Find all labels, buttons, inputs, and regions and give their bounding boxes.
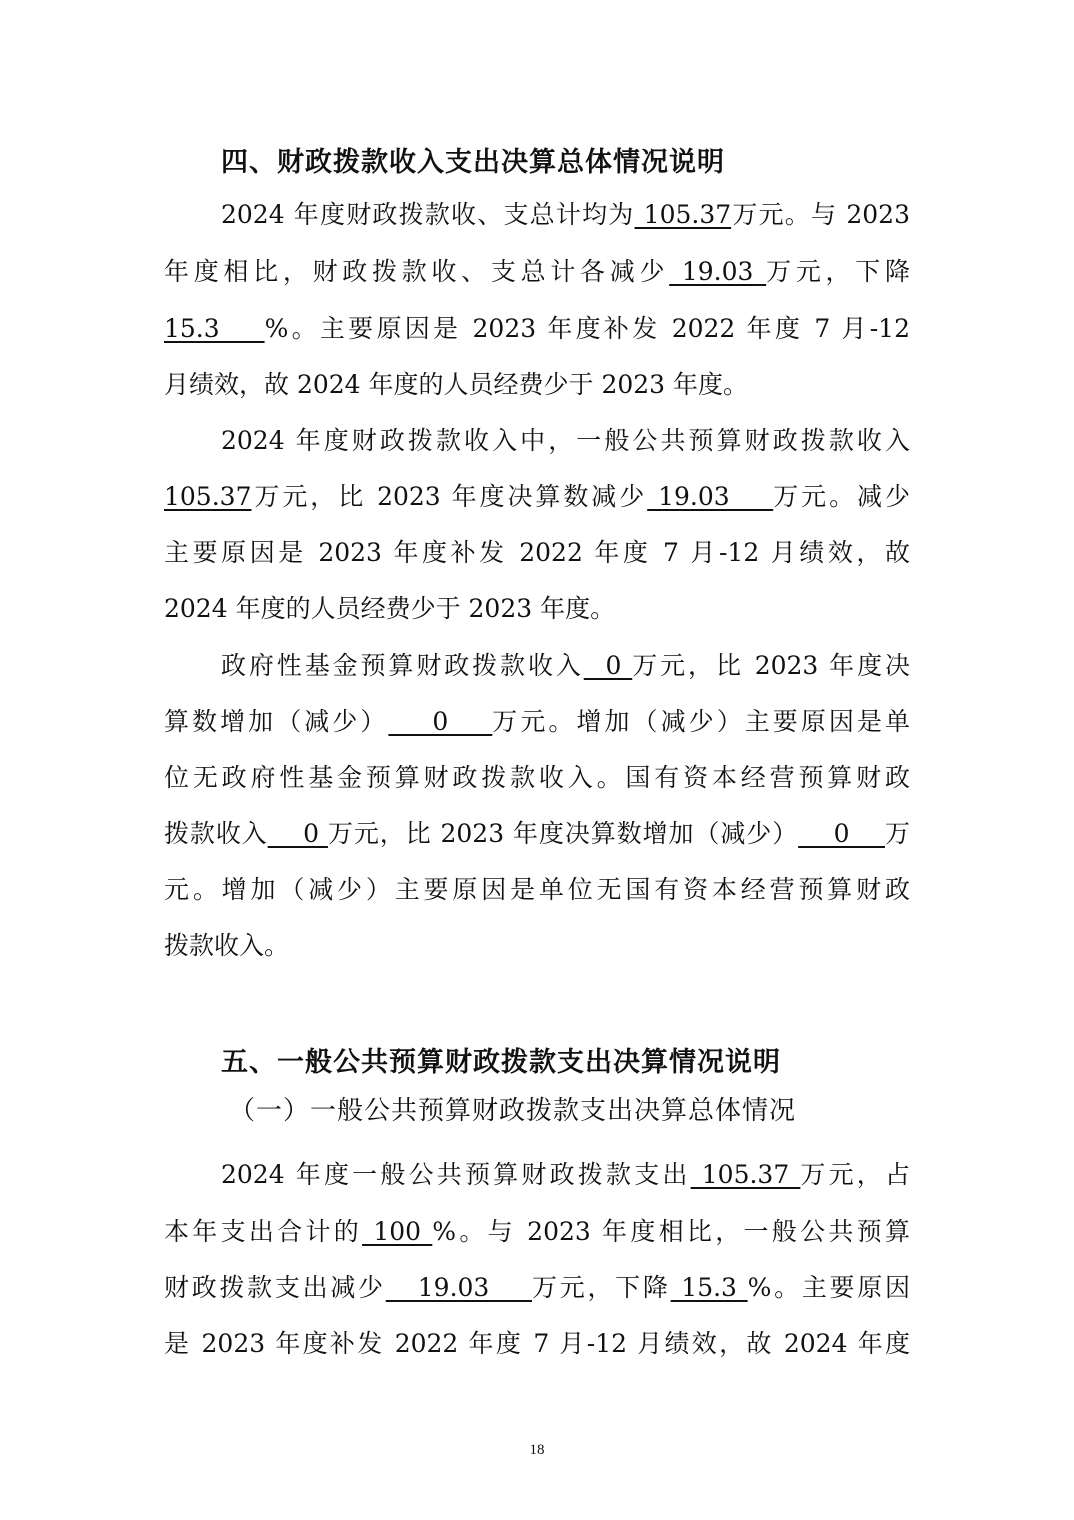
paragraph-line: 2024 年度的人员经费少于 2023 年度。: [164, 594, 616, 623]
paragraph-line: 2024 年度一般公共预算财政拨款支出 105.37 万元，占: [221, 1160, 910, 1189]
paragraph-line: 位无政府性基金预算财政拨款收入。国有资本经营预算财政: [164, 763, 910, 792]
section-5-heading: 五、一般公共预算财政拨款支出决算情况说明: [221, 1047, 781, 1078]
paragraph-line: 是 2023 年度补发 2022 年度 7 月-12 月绩效，故 2024 年度: [164, 1329, 910, 1358]
paragraph-line: 105.37万元，比 2023 年度决算数减少 19.03 万元。减少: [164, 482, 910, 511]
paragraph-line: 拨款收入 0 万元，比 2023 年度决算数增加（减少） 0 万: [164, 819, 910, 848]
page-number: 18: [529, 1442, 545, 1458]
section-5-subheading: （一）一般公共预算财政拨款支出决算总体情况: [229, 1096, 797, 1126]
paragraph-line: 主要原因是 2023 年度补发 2022 年度 7 月-12 月绩效，故: [164, 538, 910, 567]
paragraph-line: 2024 年度财政拨款收入中，一般公共预算财政拨款收入: [221, 426, 910, 455]
paragraph-line: 政府性基金预算财政拨款收入 0 万元，比 2023 年度决: [221, 651, 910, 680]
paragraph-line: 本年支出合计的 100 %。与 2023 年度相比，一般公共预算: [164, 1217, 910, 1246]
section-4-heading: 四、财政拨款收入支出决算总体情况说明: [221, 147, 725, 178]
paragraph-line: 算数增加（减少） 0 万元。增加（减少）主要原因是单: [164, 707, 910, 736]
paragraph-line: 元。增加（减少）主要原因是单位无国有资本经营预算财政: [164, 875, 910, 904]
paragraph-line: 15.3 %。主要原因是 2023 年度补发 2022 年度 7 月-12: [164, 314, 910, 343]
paragraph-line: 月绩效，故 2024 年度的人员经费少于 2023 年度。: [164, 370, 749, 399]
paragraph-line: 拨款收入。: [164, 931, 290, 960]
paragraph-line: 2024 年度财政拨款收、支总计均为 105.37万元。与 2023: [221, 200, 910, 229]
paragraph-line: 财政拨款支出减少 19.03 万元，下降 15.3 %。主要原因: [164, 1273, 910, 1302]
paragraph-line: 年度相比，财政拨款收、支总计各减少 19.03 万元，下降: [164, 257, 910, 286]
